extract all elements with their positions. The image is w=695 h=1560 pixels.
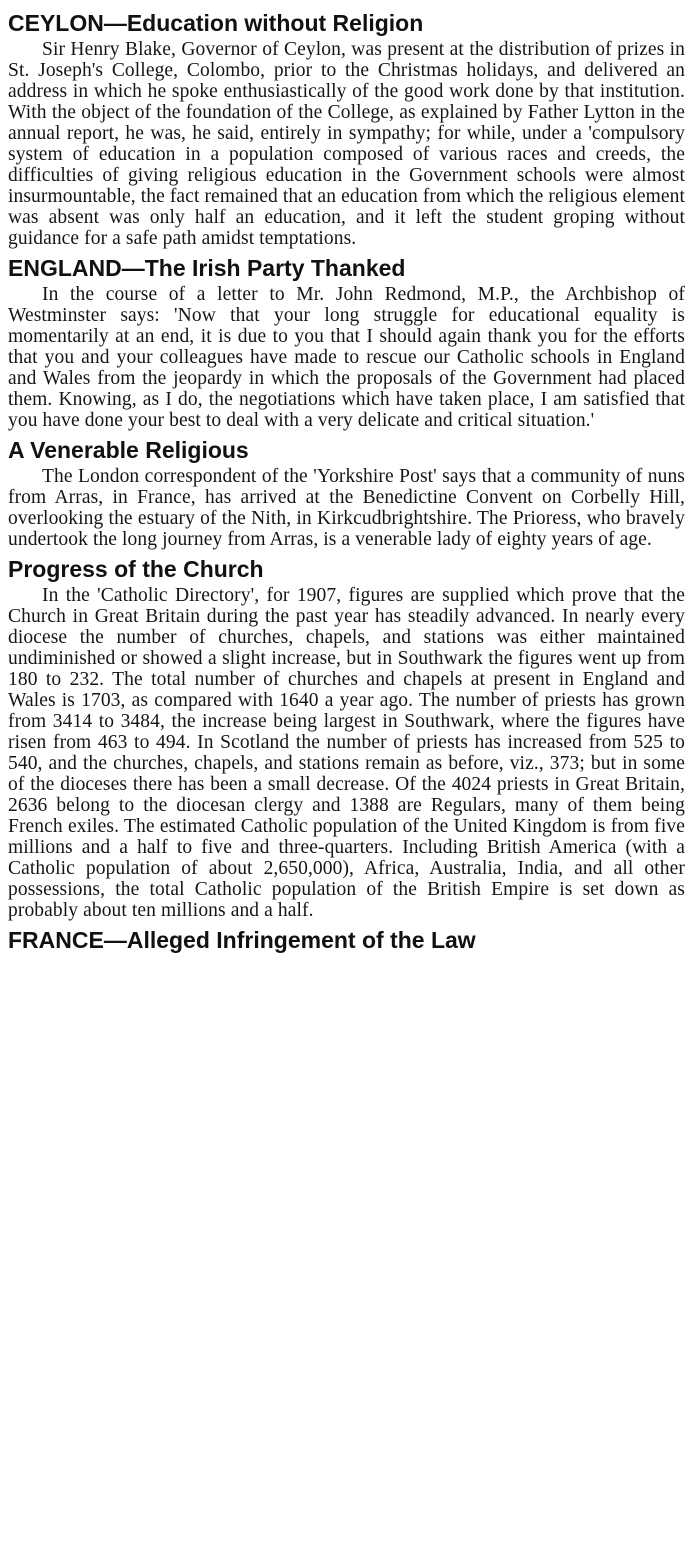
article-body: Sir Henry Blake, Governor of Ceylon, was present at the distribution of prizes in St. Joseph's College, Colombo, prior to the Christmas holidays, and delivered an address in which he spoke enthusiastically of the good work done by that institution. With the object of the foundation of the College, as explained by Father Lytton in the annual report, he was, he said, entirely in sympathy; for while, under a 'compulsory system of education in a population composed of various races and creeds, the difficulties of giving religious education in the Government schools were almost insurmountable, the fact remained that an education from which the religious element was absent was only half an education, and it left the student groping without guidance for a safe path amidst temptations. <box>8 39 685 249</box>
article-france <box>8 925 685 956</box>
article-venerable-religious <box>8 435 685 550</box>
article-england <box>8 253 685 431</box>
article-ceylon <box>8 8 685 249</box>
article-heading: Progress of the Church <box>8 556 264 582</box>
article-heading: CEYLON—Education without Religion <box>8 10 424 36</box>
article-progress-of-church <box>8 554 685 921</box>
article-heading: A Venerable Religious <box>8 437 249 463</box>
article-heading: ENGLAND—The Irish Party Thanked <box>8 255 406 281</box>
article-body: In the 'Catholic Directory', for 1907, figures are supplied which prove that the Church in Great Britain during the past year has steadily advanced. In nearly every diocese the number of churches, chapels, and stations was either maintained undiminished or showed a slight increase, but in Southwark the figures went up from 180 to 232. The total number of churches and chapels at present in England and Wales is 1703, as compared with 1640 a year ago. The number of priests has grown from 3414 to 3484, the increase being largest in Southwark, where the figures have risen from 463 to 494. In Scotland the number of priests has increased from 525 to 540, and the churches, chapels, and stations remain as before, viz., 373; but in some of the dioceses there has been a small decrease. Of the 4024 priests in Great Britain, 2636 belong to the diocesan clergy and 1388 are Regulars, many of them being French exiles. The estimated Catholic population of the United Kingdom is from five millions and a half to five and three-quarters. Including British America (with a Catholic population of about 2,650,000), Africa, Australia, India, and all other possessions, the total Catholic population of the British Empire is set down as probably about ten millions and a half. <box>8 585 685 921</box>
article-body: The London correspondent of the 'Yorkshire Post' says that a community of nuns from Arras, in France, has arrived at the Benedictine Convent on Corbelly Hill, overlooking the estuary of the Nith, in Kirkcudbrightshire. The Prioress, who bravely undertook the long journey from Arras, is a venerable lady of eighty years of age. <box>8 466 685 550</box>
article-body: In the course of a letter to Mr. John Redmond, M.P., the Archbishop of Westminster says: 'Now that your long struggle for educational equality is momentarily at an end, it is due to you that I should again thank you for the efforts that you and your colleagues have made to rescue our Catholic schools in England and Wales from the jeopardy in which the proposals of the Government had placed them. Knowing, as I do, the negotiations which have taken place, I am satisfied that you have done your best to deal with a very delicate and critical situation.' <box>8 284 685 431</box>
article-heading: FRANCE—Alleged Infringement of the Law <box>8 927 476 953</box>
